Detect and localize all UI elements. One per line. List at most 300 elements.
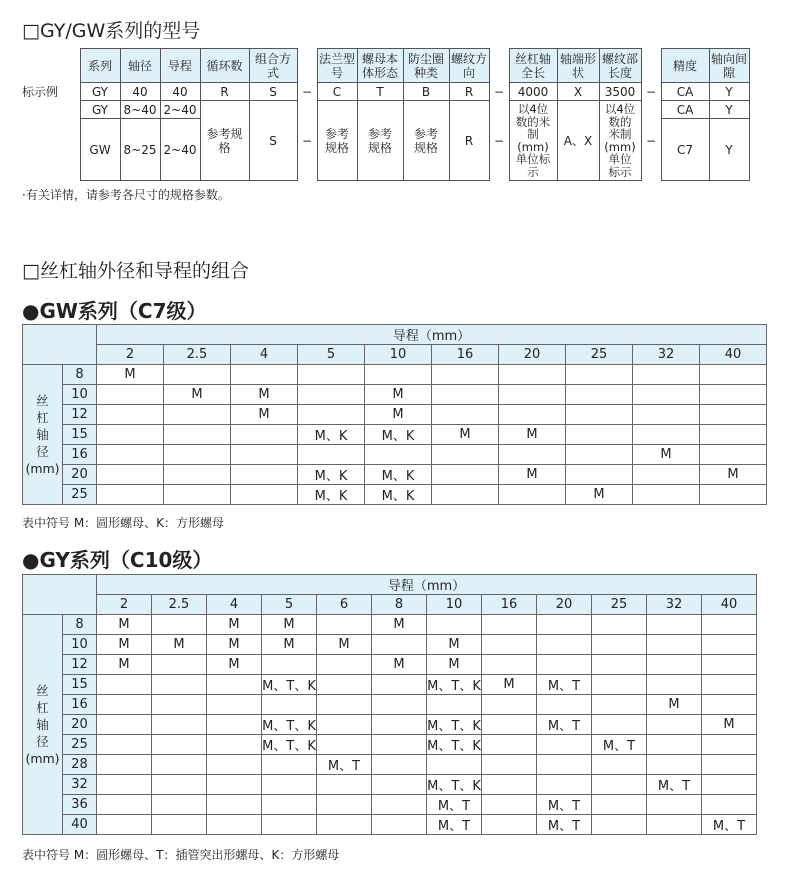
lead-value: 2 bbox=[97, 595, 152, 615]
combo-cell bbox=[164, 405, 231, 425]
lead-value: 4 bbox=[231, 345, 298, 365]
header-combination: 组合方式 bbox=[249, 49, 297, 83]
combo-cell: M bbox=[647, 695, 702, 715]
example-cell: 4000 bbox=[509, 83, 557, 101]
model-section-title: □GY/GW系列的型号 bbox=[22, 20, 201, 42]
shaft-dia-value: 32 bbox=[63, 775, 97, 795]
combo-cell bbox=[633, 425, 700, 445]
combo-cell: M、T bbox=[427, 815, 482, 835]
combo-cell: M、T bbox=[702, 815, 757, 835]
gw-lead-table bbox=[22, 324, 767, 505]
shaft-dia-value: 25 bbox=[63, 735, 97, 755]
combo-cell bbox=[164, 465, 231, 485]
combo-cell bbox=[97, 425, 164, 445]
example-cell: 3500 bbox=[599, 83, 641, 101]
combo-cell: M、K bbox=[365, 465, 432, 485]
combo-cell bbox=[298, 445, 365, 465]
combo-cell bbox=[592, 775, 647, 795]
combo-cell bbox=[537, 695, 592, 715]
combo-cell: M bbox=[365, 405, 432, 425]
combo-cell: M bbox=[372, 615, 427, 635]
lead-header: 导程（mm） bbox=[97, 325, 767, 345]
combo-cell bbox=[647, 735, 702, 755]
combo-cell bbox=[633, 365, 700, 385]
combo-cell: M bbox=[317, 635, 372, 655]
combo-cell bbox=[566, 385, 633, 405]
lead-value: 5 bbox=[262, 595, 317, 615]
combo-cell: M bbox=[262, 615, 317, 635]
combo-cell: M、T、K bbox=[427, 715, 482, 735]
combo-cell bbox=[482, 635, 537, 655]
gy-lead-table bbox=[22, 574, 757, 835]
combo-cell bbox=[152, 695, 207, 715]
example-cell: CA bbox=[661, 83, 709, 101]
shaft-dia-value: 40 bbox=[63, 815, 97, 835]
combo-cell bbox=[207, 715, 262, 735]
combo-cell bbox=[365, 445, 432, 465]
gy-accuracy: CA bbox=[661, 101, 709, 119]
combo-cell bbox=[482, 795, 537, 815]
header-thread-dir: 螺纹方向 bbox=[449, 49, 489, 83]
combo-cell: M、T bbox=[537, 795, 592, 815]
lead-value: 6 bbox=[317, 595, 372, 615]
combo-cell bbox=[262, 775, 317, 795]
gw-shaft-range: 8~25 bbox=[120, 119, 160, 181]
combo-cell bbox=[262, 815, 317, 835]
lead-value: 32 bbox=[647, 595, 702, 615]
combo-cell: M、T bbox=[427, 795, 482, 815]
combo-cell bbox=[427, 755, 482, 775]
combo-cell bbox=[262, 655, 317, 675]
gw-accuracy: C7 bbox=[661, 119, 709, 181]
combo-cell: M bbox=[207, 655, 262, 675]
combo-cell bbox=[231, 445, 298, 465]
table-row bbox=[23, 675, 757, 695]
combo-cell bbox=[702, 655, 757, 675]
corner-cell bbox=[23, 575, 97, 615]
header-nut-form: 螺母本体形态 bbox=[357, 49, 403, 83]
combo-cell: M bbox=[231, 405, 298, 425]
combo-cell: M bbox=[97, 655, 152, 675]
combo-cell: M bbox=[365, 385, 432, 405]
example-cell: GY bbox=[80, 83, 120, 101]
combo-cell: M、K bbox=[365, 425, 432, 445]
combo-cell bbox=[537, 775, 592, 795]
header-cycles: 循环数 bbox=[200, 49, 249, 83]
combo-cell: M bbox=[207, 615, 262, 635]
combo-cell bbox=[152, 675, 207, 695]
combo-cell bbox=[427, 615, 482, 635]
combo-cell bbox=[537, 655, 592, 675]
combo-cell: M、T bbox=[317, 755, 372, 775]
combo-cell bbox=[317, 775, 372, 795]
shaft-dia-value: 10 bbox=[63, 635, 97, 655]
combo-cell: M、T bbox=[592, 735, 647, 755]
example-cell: T bbox=[357, 83, 403, 101]
combo-cell: M、T bbox=[537, 715, 592, 735]
lead-value: 16 bbox=[432, 345, 499, 365]
shaft-dia-value: 25 bbox=[63, 485, 97, 505]
cycle-spec-cell: 参考规格 bbox=[200, 101, 249, 181]
table-row bbox=[23, 635, 757, 655]
combo-cell bbox=[647, 655, 702, 675]
combo-cell bbox=[152, 715, 207, 735]
combo-cell bbox=[262, 755, 317, 775]
combo-cell bbox=[482, 815, 537, 835]
combo-cell bbox=[566, 425, 633, 445]
combo-cell: M bbox=[262, 635, 317, 655]
lead-value: 16 bbox=[482, 595, 537, 615]
combo-cell: M、T bbox=[647, 775, 702, 795]
combo-cell bbox=[647, 715, 702, 735]
combo-cell bbox=[592, 615, 647, 635]
end-shape-spec-cell: A、X bbox=[557, 101, 599, 181]
header-thread-length: 螺纹部长度 bbox=[599, 49, 641, 83]
combo-cell bbox=[702, 755, 757, 775]
combo-cell bbox=[97, 485, 164, 505]
combo-cell: M、T bbox=[537, 815, 592, 835]
combo-cell bbox=[97, 465, 164, 485]
combo-cell bbox=[499, 485, 566, 505]
combo-cell bbox=[152, 655, 207, 675]
lead-value: 10 bbox=[365, 345, 432, 365]
combo-cell bbox=[231, 425, 298, 445]
combo-cell: M、T、K bbox=[262, 735, 317, 755]
table-row bbox=[23, 815, 757, 835]
example-cell: R bbox=[449, 83, 489, 101]
combo-cell bbox=[298, 385, 365, 405]
combo-cell bbox=[482, 715, 537, 735]
example-cell: X bbox=[557, 83, 599, 101]
combo-cell bbox=[164, 425, 231, 445]
combo-cell bbox=[432, 365, 499, 385]
combo-cell: M、T、K bbox=[427, 775, 482, 795]
combo-cell bbox=[97, 735, 152, 755]
combo-cell bbox=[647, 795, 702, 815]
combo-cell bbox=[372, 795, 427, 815]
combo-cell: M bbox=[152, 635, 207, 655]
combo-cell bbox=[152, 735, 207, 755]
shaft-dia-value: 20 bbox=[63, 715, 97, 735]
combo-cell bbox=[207, 815, 262, 835]
lead-value: 20 bbox=[499, 345, 566, 365]
shaft-dia-axis-label: 丝 杠 轴 径 (mm) bbox=[23, 365, 63, 505]
lead-value: 20 bbox=[537, 595, 592, 615]
header-flange: 法兰型号 bbox=[317, 49, 357, 83]
shaft-dia-value: 16 bbox=[63, 445, 97, 465]
nut-form-spec-cell: 参考规格 bbox=[357, 101, 403, 181]
combo-cell bbox=[537, 755, 592, 775]
shaft-dia-value: 15 bbox=[63, 425, 97, 445]
combo-cell: M bbox=[97, 365, 164, 385]
combo-cell: M bbox=[97, 635, 152, 655]
combo-cell bbox=[207, 695, 262, 715]
combo-cell bbox=[97, 405, 164, 425]
combo-cell bbox=[231, 465, 298, 485]
table-row bbox=[23, 795, 757, 815]
combo-cell bbox=[97, 385, 164, 405]
combo-cell bbox=[97, 715, 152, 735]
combo-cell bbox=[372, 635, 427, 655]
combo-cell bbox=[317, 615, 372, 635]
combo-cell bbox=[647, 815, 702, 835]
direction-spec-cell: R bbox=[449, 101, 489, 181]
combo-cell bbox=[566, 365, 633, 385]
combo-cell bbox=[152, 615, 207, 635]
combo-cell bbox=[152, 815, 207, 835]
combo-cell bbox=[700, 425, 767, 445]
example-cell: 40 bbox=[120, 83, 160, 101]
header-overall-length: 丝杠轴全长 bbox=[509, 49, 557, 83]
combo-cell bbox=[262, 695, 317, 715]
combo-cell: M bbox=[499, 465, 566, 485]
shaft-dia-value: 8 bbox=[63, 615, 97, 635]
length-spec-cell: 以4位数的米制(mm)单位标示 bbox=[509, 101, 557, 181]
combo-cell bbox=[372, 755, 427, 775]
combo-cell bbox=[700, 445, 767, 465]
combo-cell bbox=[647, 635, 702, 655]
combo-cell bbox=[702, 695, 757, 715]
combo-cell bbox=[231, 485, 298, 505]
combo-cell bbox=[537, 615, 592, 635]
dash: − bbox=[493, 84, 505, 99]
combo-cell bbox=[317, 655, 372, 675]
table-row bbox=[23, 425, 767, 445]
combo-cell bbox=[592, 675, 647, 695]
combo-cell bbox=[164, 485, 231, 505]
combo-cell bbox=[482, 655, 537, 675]
combo-cell bbox=[432, 385, 499, 405]
header-end-shape: 轴端形状 bbox=[557, 49, 599, 83]
combo-cell bbox=[592, 815, 647, 835]
gy-legend: 表中符号 M：圆形螺母、T：插管突出形螺母、K：方形螺母 bbox=[22, 848, 340, 862]
combo-cell bbox=[207, 735, 262, 755]
dash: − bbox=[301, 133, 313, 148]
lead-value: 25 bbox=[592, 595, 647, 615]
table-row bbox=[23, 445, 767, 465]
shaft-dia-value: 28 bbox=[63, 755, 97, 775]
combo-cell bbox=[372, 815, 427, 835]
combo-cell bbox=[372, 735, 427, 755]
combo-cell bbox=[537, 735, 592, 755]
combo-cell: M、T、K bbox=[262, 675, 317, 695]
shaft-dia-value: 36 bbox=[63, 795, 97, 815]
gw-lead-range: 2~40 bbox=[160, 119, 200, 181]
gw-series-cell: GW bbox=[80, 119, 120, 181]
shaft-dia-value: 12 bbox=[63, 655, 97, 675]
lead-value: 8 bbox=[372, 595, 427, 615]
combo-cell bbox=[97, 815, 152, 835]
shaft-dia-value: 10 bbox=[63, 385, 97, 405]
seal-spec-cell: 参考规格 bbox=[403, 101, 449, 181]
combo-cell: M、K bbox=[298, 425, 365, 445]
gy-series-cell: GY bbox=[80, 101, 120, 119]
table-row bbox=[23, 485, 767, 505]
combo-cell bbox=[262, 795, 317, 815]
shaft-dia-axis-label: 丝 杠 轴 径 (mm) bbox=[23, 615, 63, 835]
combo-cell bbox=[97, 795, 152, 815]
combo-cell bbox=[592, 795, 647, 815]
combo-cell bbox=[152, 775, 207, 795]
combo-cell: M、K bbox=[298, 485, 365, 505]
header-accuracy: 精度 bbox=[661, 49, 709, 83]
row-label-example: 标示例 bbox=[22, 84, 59, 99]
flange-spec-cell: 参考规格 bbox=[317, 101, 357, 181]
combo-cell bbox=[566, 445, 633, 465]
combo-cell bbox=[317, 675, 372, 695]
combo-cell bbox=[499, 365, 566, 385]
combo-cell bbox=[700, 385, 767, 405]
combo-cell bbox=[432, 405, 499, 425]
combo-cell: M bbox=[372, 655, 427, 675]
combo-cell bbox=[702, 615, 757, 635]
table-row bbox=[23, 755, 757, 775]
lead-value: 2.5 bbox=[164, 345, 231, 365]
combo-cell: M bbox=[427, 655, 482, 675]
combo-cell bbox=[592, 635, 647, 655]
example-cell: Y bbox=[709, 83, 749, 101]
combo-cell bbox=[633, 405, 700, 425]
combo-cell bbox=[298, 405, 365, 425]
table-row bbox=[23, 695, 757, 715]
gy-play: Y bbox=[709, 101, 749, 119]
header-series: 系列 bbox=[80, 49, 120, 83]
header-axial-play: 轴向间隙 bbox=[709, 49, 749, 83]
combo-cell bbox=[592, 695, 647, 715]
combo-cell bbox=[432, 445, 499, 465]
example-cell: B bbox=[403, 83, 449, 101]
combo-cell bbox=[482, 775, 537, 795]
combo-cell bbox=[97, 675, 152, 695]
combo-cell: M、T bbox=[537, 675, 592, 695]
combo-cell: M bbox=[97, 615, 152, 635]
combo-cell bbox=[432, 485, 499, 505]
combo-cell bbox=[499, 385, 566, 405]
combo-cell: M bbox=[482, 675, 537, 695]
combo-cell: M、K bbox=[298, 465, 365, 485]
combo-cell: M bbox=[164, 385, 231, 405]
example-cell: S bbox=[249, 83, 297, 101]
shaft-dia-value: 15 bbox=[63, 675, 97, 695]
combo-cell bbox=[317, 735, 372, 755]
combo-cell bbox=[164, 445, 231, 465]
table-row bbox=[23, 465, 767, 485]
shaft-dia-value: 8 bbox=[63, 365, 97, 385]
combo-cell bbox=[152, 795, 207, 815]
lead-value: 40 bbox=[702, 595, 757, 615]
combo-cell bbox=[317, 795, 372, 815]
combo-cell bbox=[647, 675, 702, 695]
dash: − bbox=[645, 133, 657, 148]
combo-cell: M bbox=[700, 465, 767, 485]
combo-cell bbox=[499, 405, 566, 425]
combo-cell bbox=[700, 405, 767, 425]
combo-cell bbox=[702, 795, 757, 815]
combo-cell bbox=[499, 445, 566, 465]
gw-legend: 表中符号 M：圆形螺母、K：方形螺母 bbox=[22, 516, 225, 530]
combo-cell bbox=[427, 695, 482, 715]
combo-cell bbox=[482, 735, 537, 755]
combo-cell bbox=[566, 465, 633, 485]
combo-cell bbox=[97, 695, 152, 715]
combo-cell bbox=[537, 635, 592, 655]
combo-cell: M、T、K bbox=[262, 715, 317, 735]
shaft-dia-value: 12 bbox=[63, 405, 97, 425]
gy-series-title: ●GY系列（C10级） bbox=[22, 548, 213, 572]
combo-cell bbox=[298, 365, 365, 385]
combo-cell bbox=[633, 385, 700, 405]
combo-spec-cell: S bbox=[249, 101, 297, 181]
lead-value: 5 bbox=[298, 345, 365, 365]
combo-cell: M bbox=[207, 635, 262, 655]
lead-value: 32 bbox=[633, 345, 700, 365]
combo-cell bbox=[207, 775, 262, 795]
combo-cell bbox=[702, 775, 757, 795]
combo-section-title: □丝杠轴外径和导程的组合 bbox=[22, 260, 249, 282]
combo-cell bbox=[702, 635, 757, 655]
dash: − bbox=[493, 133, 505, 148]
combo-cell bbox=[372, 675, 427, 695]
combo-cell: M、K bbox=[365, 485, 432, 505]
lead-header: 导程（mm） bbox=[97, 575, 757, 595]
combo-cell: M bbox=[499, 425, 566, 445]
combo-cell bbox=[207, 675, 262, 695]
combo-cell bbox=[317, 695, 372, 715]
table-row bbox=[23, 775, 757, 795]
combo-cell bbox=[432, 465, 499, 485]
combo-cell bbox=[372, 715, 427, 735]
combo-cell bbox=[97, 445, 164, 465]
combo-cell bbox=[207, 755, 262, 775]
combo-cell: M bbox=[566, 485, 633, 505]
combo-cell: M、T、K bbox=[427, 735, 482, 755]
model-number-table bbox=[22, 48, 750, 181]
dash: − bbox=[301, 84, 313, 99]
shaft-dia-value: 16 bbox=[63, 695, 97, 715]
table-row bbox=[23, 715, 757, 735]
combo-cell bbox=[566, 405, 633, 425]
combo-cell bbox=[482, 755, 537, 775]
combo-cell bbox=[372, 775, 427, 795]
gy-lead-range: 2~40 bbox=[160, 101, 200, 119]
header-shaft-dia: 轴径 bbox=[120, 49, 160, 83]
table-row bbox=[23, 405, 767, 425]
header-seal-type: 防尘圈种类 bbox=[403, 49, 449, 83]
combo-cell bbox=[482, 695, 537, 715]
table-row bbox=[23, 655, 757, 675]
combo-cell bbox=[700, 365, 767, 385]
example-cell: R bbox=[200, 83, 249, 101]
shaft-dia-value: 20 bbox=[63, 465, 97, 485]
gw-play: Y bbox=[709, 119, 749, 181]
combo-cell bbox=[97, 755, 152, 775]
combo-cell bbox=[633, 485, 700, 505]
combo-cell bbox=[702, 735, 757, 755]
combo-cell: M bbox=[427, 635, 482, 655]
lead-value: 4 bbox=[207, 595, 262, 615]
combo-cell: M bbox=[432, 425, 499, 445]
header-lead: 导程 bbox=[160, 49, 200, 83]
combo-cell: M bbox=[702, 715, 757, 735]
combo-cell bbox=[482, 615, 537, 635]
combo-cell bbox=[647, 755, 702, 775]
example-cell: 40 bbox=[160, 83, 200, 101]
table-row bbox=[23, 385, 767, 405]
combo-cell bbox=[592, 715, 647, 735]
combo-cell bbox=[317, 715, 372, 735]
combo-cell bbox=[633, 465, 700, 485]
combo-cell bbox=[365, 365, 432, 385]
